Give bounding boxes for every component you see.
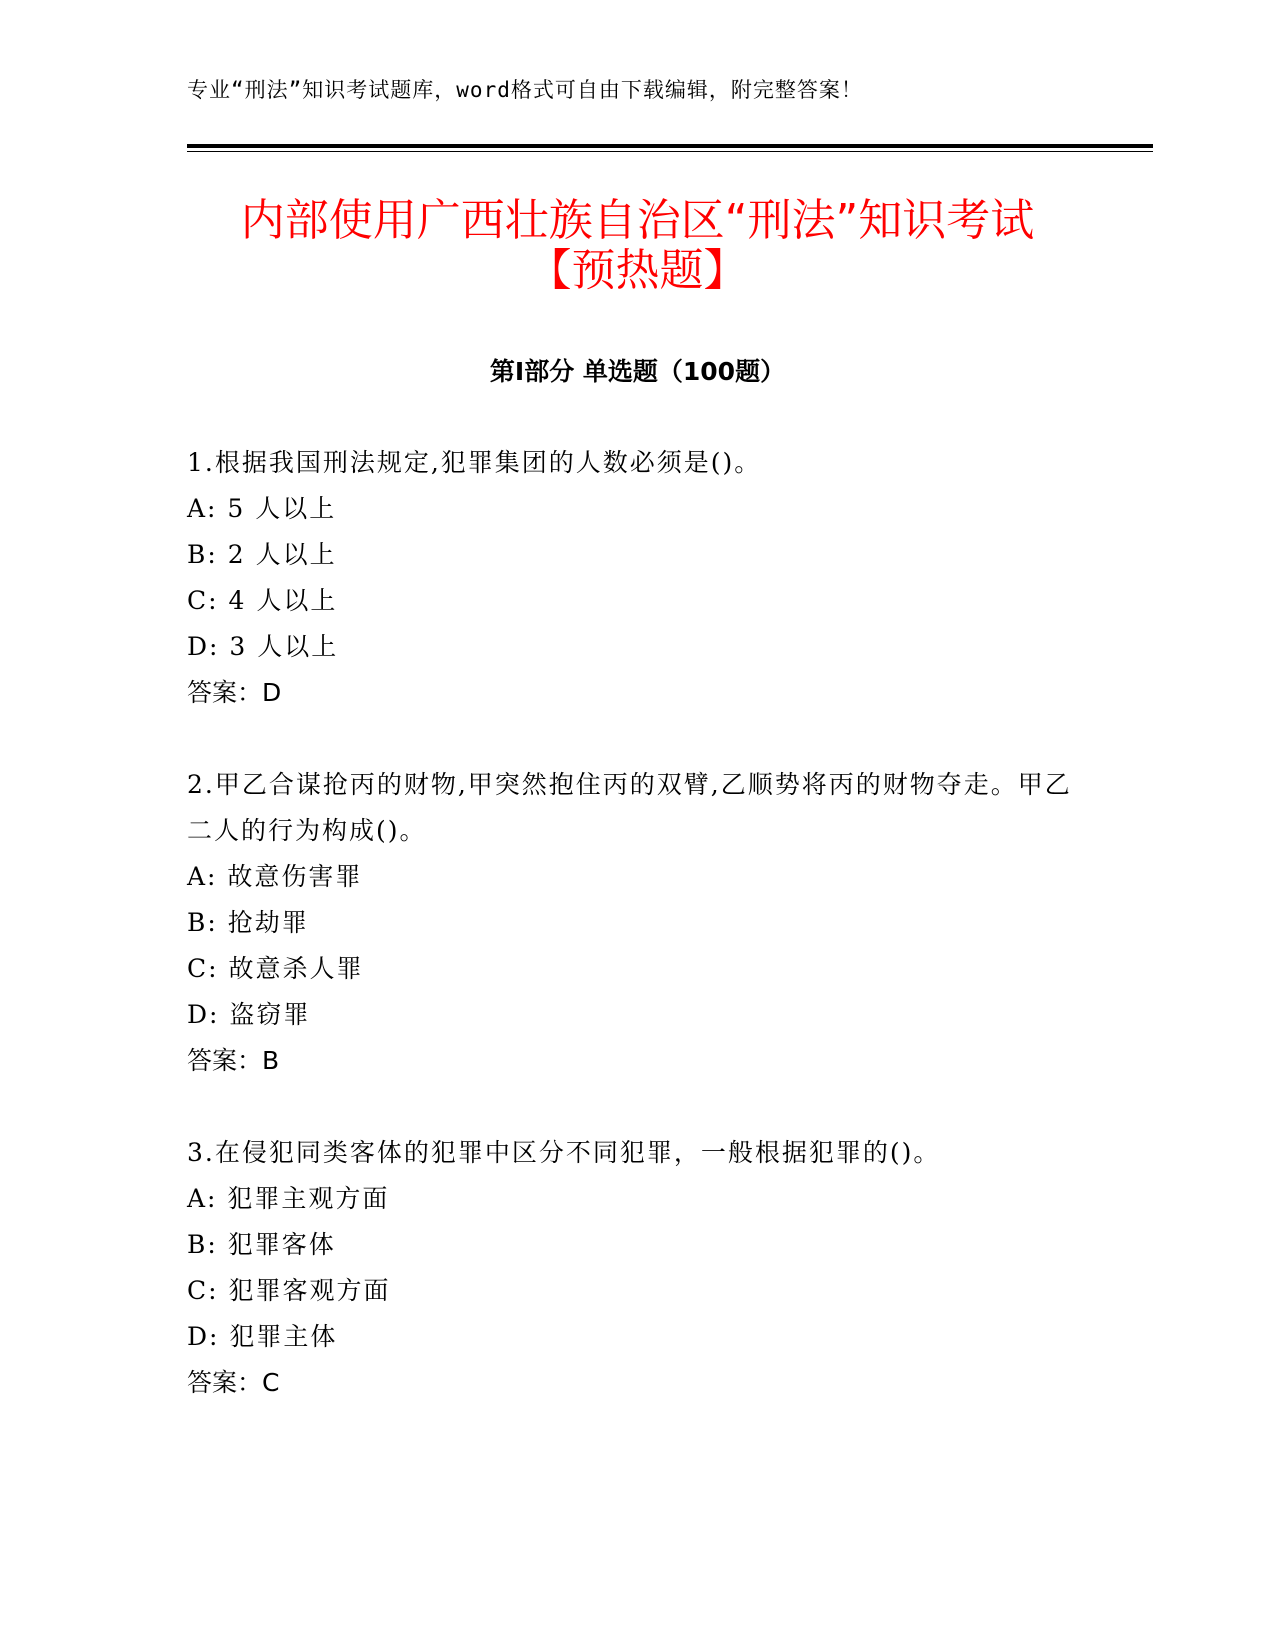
header-rule-thick	[187, 144, 1153, 148]
option-b: B: 2 人以上	[187, 540, 337, 569]
option-d: D: 犯罪主体	[187, 1322, 338, 1351]
option-c: C: 4 人以上	[187, 586, 338, 615]
answer: 答案：B	[187, 1046, 280, 1075]
question-stem: 3.在侵犯同类客体的犯罪中区分不同犯罪，一般根据犯罪的()。	[187, 1138, 941, 1167]
document-title-line1: 内部使用广西壮族自治区“刑法”知识考试	[240, 195, 1035, 246]
option-d: D: 3 人以上	[187, 632, 339, 661]
option-a: A: 5 人以上	[187, 494, 337, 523]
section-title: 第Ⅰ部分 单选题（100题）	[489, 357, 786, 386]
option-d: D: 盗窃罪	[187, 1000, 311, 1029]
page-header-text: 专业“刑法”知识考试题库，word格式可自由下载编辑，附完整答案！	[187, 78, 863, 102]
option-b: B: 抢劫罪	[187, 908, 309, 937]
header-rule-thin	[187, 151, 1153, 152]
option-a: A: 故意伤害罪	[187, 862, 363, 891]
question-stem: 1.根据我国刑法规定,犯罪集团的人数必须是()。	[187, 448, 762, 477]
document-title-line2: 【预热题】	[527, 245, 748, 296]
question-3	[187, 1130, 1087, 1406]
question-1	[187, 440, 1087, 716]
option-c: C: 故意杀人罪	[187, 954, 364, 983]
question-2	[187, 762, 1087, 1084]
document-title	[150, 196, 1125, 296]
answer: 答案：C	[187, 1368, 280, 1397]
question-list	[187, 440, 1087, 1452]
option-a: A: 犯罪主观方面	[187, 1184, 390, 1213]
option-c: C: 犯罪客观方面	[187, 1276, 391, 1305]
option-b: B: 犯罪客体	[187, 1230, 336, 1259]
question-stem: 2.甲乙合谋抢丙的财物,甲突然抱住丙的双臂,乙顺势将丙的财物夺走。甲乙二人的行为构成()。	[187, 770, 1072, 845]
answer: 答案：D	[187, 678, 282, 707]
